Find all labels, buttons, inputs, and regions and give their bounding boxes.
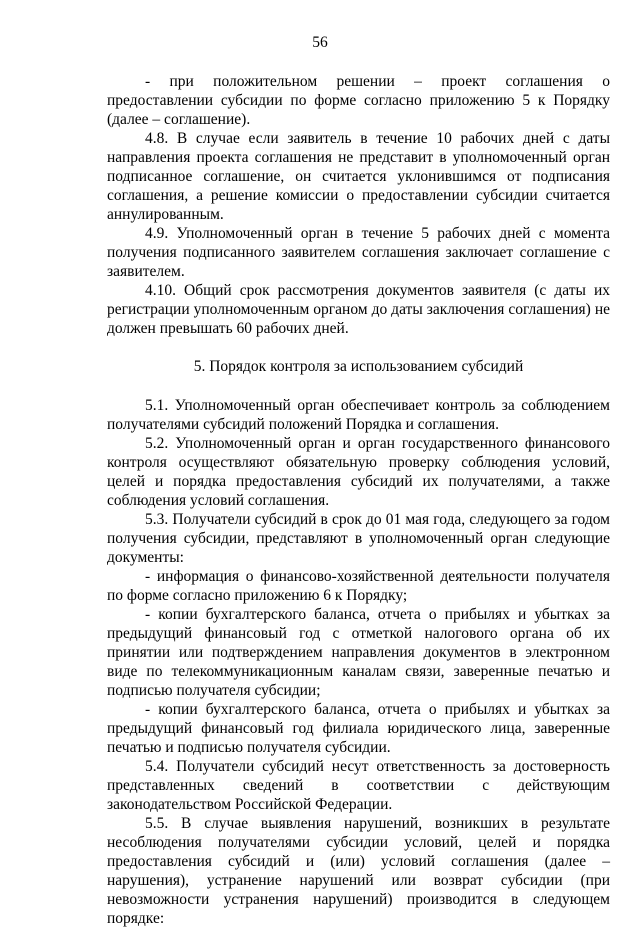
list-item: - копии бухгалтерского баланса, отчета о прибылях и убытках за предыдущий финансовый год с отметкой налогового органа об их принятии или подтверждением направления документов в электронном виде по телекоммуникационным каналам связи, заверенные печатью и подписью получателя субсидии; [107, 606, 610, 699]
list-item: - информация о финансово-хозяйственной деятельности получателя по форме согласно приложению 6 к Порядку; [107, 568, 610, 604]
paragraph: 4.9. Уполномоченный орган в течение 5 рабочих дней с момента получения подписанного заявителем соглашения заключает соглашение с заявителем. [107, 225, 610, 280]
paragraph: 4.8. В случае если заявитель в течение 10 рабочих дней с даты направления проекта соглашения не представит в уполномоченный орган подписанное соглашение, он считается уклонившимся от подписания соглашения, а решение комиссии о предоставлении субсидии считается аннулированным. [107, 130, 610, 223]
paragraph: 5.3. Получатели субсидий в срок до 01 мая года, следующего за годом получения субсидии, представляют в уполномоченный орган следующие документы: [107, 511, 610, 566]
paragraph: 5.4. Получатели субсидий несут ответственность за достоверность представленных сведений в соответствии с действующим законодательством Российской Федерации. [107, 758, 610, 813]
list-item: - копии бухгалтерского баланса, отчета о прибылях и убытках за предыдущий финансовый год филиала юридического лица, заверенные печатью и подписью получателя субсидии. [107, 701, 610, 756]
paragraph: 5.1. Уполномоченный орган обеспечивает контроль за соблюдением получателями субсидий положений Порядка и соглашения. [107, 397, 610, 433]
page-number: 56 [312, 34, 328, 51]
paragraph: 5.2. Уполномоченный орган и орган государственного финансового контроля осуществляют обязательную проверку соблюдения условий, целей и порядка предоставления субсидий их получателями, а также соблюдения условий соглашения. [107, 435, 610, 509]
paragraph: 5.5. В случае выявления нарушений, возникших в результате несоблюдения получателями субсидии условий, целей и порядка предоставления субсидий и (или) условий соглашения (далее – нарушения), устранение нарушений или возврат субсидии (при невозможности устранения нарушений) производится в следующем порядке: [107, 815, 610, 927]
paragraph: 4.10. Общий срок рассмотрения документов заявителя (с даты их регистрации уполномоченным органом до даты заключения соглашения) не должен превышать 60 рабочих дней. [107, 282, 610, 337]
section-heading: 5. Порядок контроля за использованием субсидий [193, 358, 524, 375]
paragraph: - при положительном решении – проект соглашения о предоставлении субсидии по форме согласно приложению 5 к Порядку (далее – соглашение). [107, 73, 610, 128]
document-body [107, 72, 610, 928]
